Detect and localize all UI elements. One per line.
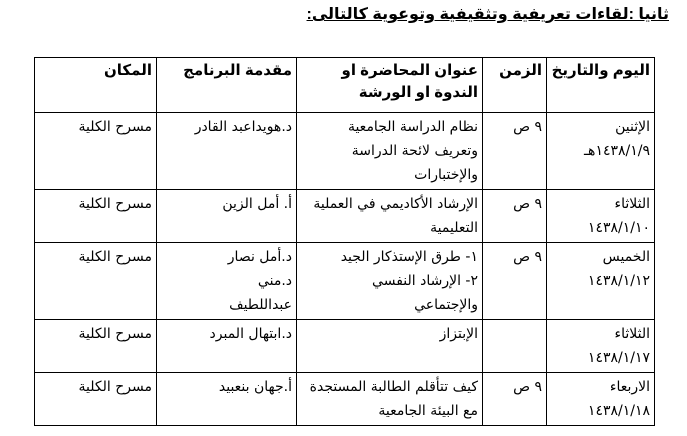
page-heading: ثانيا :لقاءات تعريفية وتثقيفية وتوعوية كالتالى: bbox=[306, 6, 669, 23]
time-cell: ٩ ص bbox=[483, 113, 547, 190]
title-cell bbox=[297, 113, 483, 190]
header-place: المكان bbox=[35, 58, 157, 113]
title-line: ٢- الإرشاد النفسي bbox=[372, 273, 478, 289]
time-cell: ٩ ص bbox=[483, 373, 547, 426]
table-row bbox=[35, 243, 655, 320]
title-cell bbox=[297, 373, 483, 426]
presenter-line: د.مني bbox=[257, 273, 292, 289]
day-label: الثلاثاء bbox=[614, 326, 650, 342]
presenter-line: أ. أمل الزين bbox=[222, 196, 292, 212]
presenter-cell bbox=[157, 113, 297, 190]
table-header-row bbox=[35, 58, 655, 113]
date-label: ١٤٣٨/١/١٢ bbox=[587, 273, 650, 289]
title-line: والإجتماعي bbox=[414, 297, 478, 313]
day-date-cell bbox=[547, 320, 655, 373]
title-cell bbox=[297, 243, 483, 320]
title-line: نظام الدراسة الجامعية bbox=[347, 119, 478, 135]
day-date-cell bbox=[547, 190, 655, 243]
header-day-date: اليوم والتاريخ bbox=[547, 58, 655, 113]
day-date-cell bbox=[547, 113, 655, 190]
table-row bbox=[35, 320, 655, 373]
title-line: التعليمية bbox=[430, 220, 478, 236]
day-label: الإثنين bbox=[615, 119, 650, 135]
date-label: ١٤٣٨/١/١٧ bbox=[587, 350, 650, 366]
header-time: الزمن bbox=[483, 58, 547, 113]
presenter-cell bbox=[157, 320, 297, 373]
place-cell: مسرح الكلية bbox=[35, 113, 157, 190]
title-line: الإرشاد الأكاديمي في العملية bbox=[313, 196, 478, 212]
title-cell bbox=[297, 190, 483, 243]
table-row bbox=[35, 113, 655, 190]
place-cell: مسرح الكلية bbox=[35, 320, 157, 373]
day-date-cell bbox=[547, 243, 655, 320]
presenter-cell bbox=[157, 190, 297, 243]
date-label: ١٤٣٨/١/١٨ bbox=[587, 403, 650, 419]
time-cell: ٩ ص bbox=[483, 190, 547, 243]
table-row bbox=[35, 373, 655, 426]
presenter-line: د.ابتهال المبرد bbox=[209, 326, 292, 342]
time-cell: ٩ ص bbox=[483, 243, 547, 320]
title-line: والإختبارات bbox=[414, 167, 478, 183]
presenter-cell bbox=[157, 373, 297, 426]
day-date-cell bbox=[547, 373, 655, 426]
presenter-line: أ.جهان بنعبيد bbox=[218, 379, 292, 395]
header-presenter: مقدمة البرنامج bbox=[157, 58, 297, 113]
title-line: كيف تتأقلم الطالبة المستجدة bbox=[309, 379, 478, 395]
day-label: الخميس bbox=[602, 249, 650, 265]
presenter-line: عبداللطيف bbox=[229, 297, 292, 313]
place-cell: مسرح الكلية bbox=[35, 373, 157, 426]
presenter-cell bbox=[157, 243, 297, 320]
time-cell bbox=[483, 320, 547, 373]
header-title: عنوان المحاضرة او الندوة او الورشة bbox=[297, 58, 483, 113]
table-row bbox=[35, 190, 655, 243]
title-line: الإبتزاز bbox=[439, 326, 478, 342]
date-label: ١٤٣٨/١/١٠ bbox=[587, 220, 650, 236]
place-cell: مسرح الكلية bbox=[35, 243, 157, 320]
title-cell bbox=[297, 320, 483, 373]
presenter-line: د.هويداعبد القادر bbox=[194, 119, 292, 135]
place-cell: مسرح الكلية bbox=[35, 190, 157, 243]
title-line: ١- طرق الإستذكار الجيد bbox=[340, 249, 478, 265]
day-label: الثلاثاء bbox=[614, 196, 650, 212]
title-line: وتعريف لائحة الدراسة bbox=[351, 143, 478, 159]
date-label: ١٤٣٨/١/٩هـ bbox=[583, 143, 650, 159]
title-line: مع البيئة الجامعية bbox=[378, 403, 478, 419]
day-label: الاربعاء bbox=[609, 379, 650, 395]
presenter-line: د.أمل نصار bbox=[227, 249, 292, 265]
schedule-table bbox=[34, 57, 655, 426]
